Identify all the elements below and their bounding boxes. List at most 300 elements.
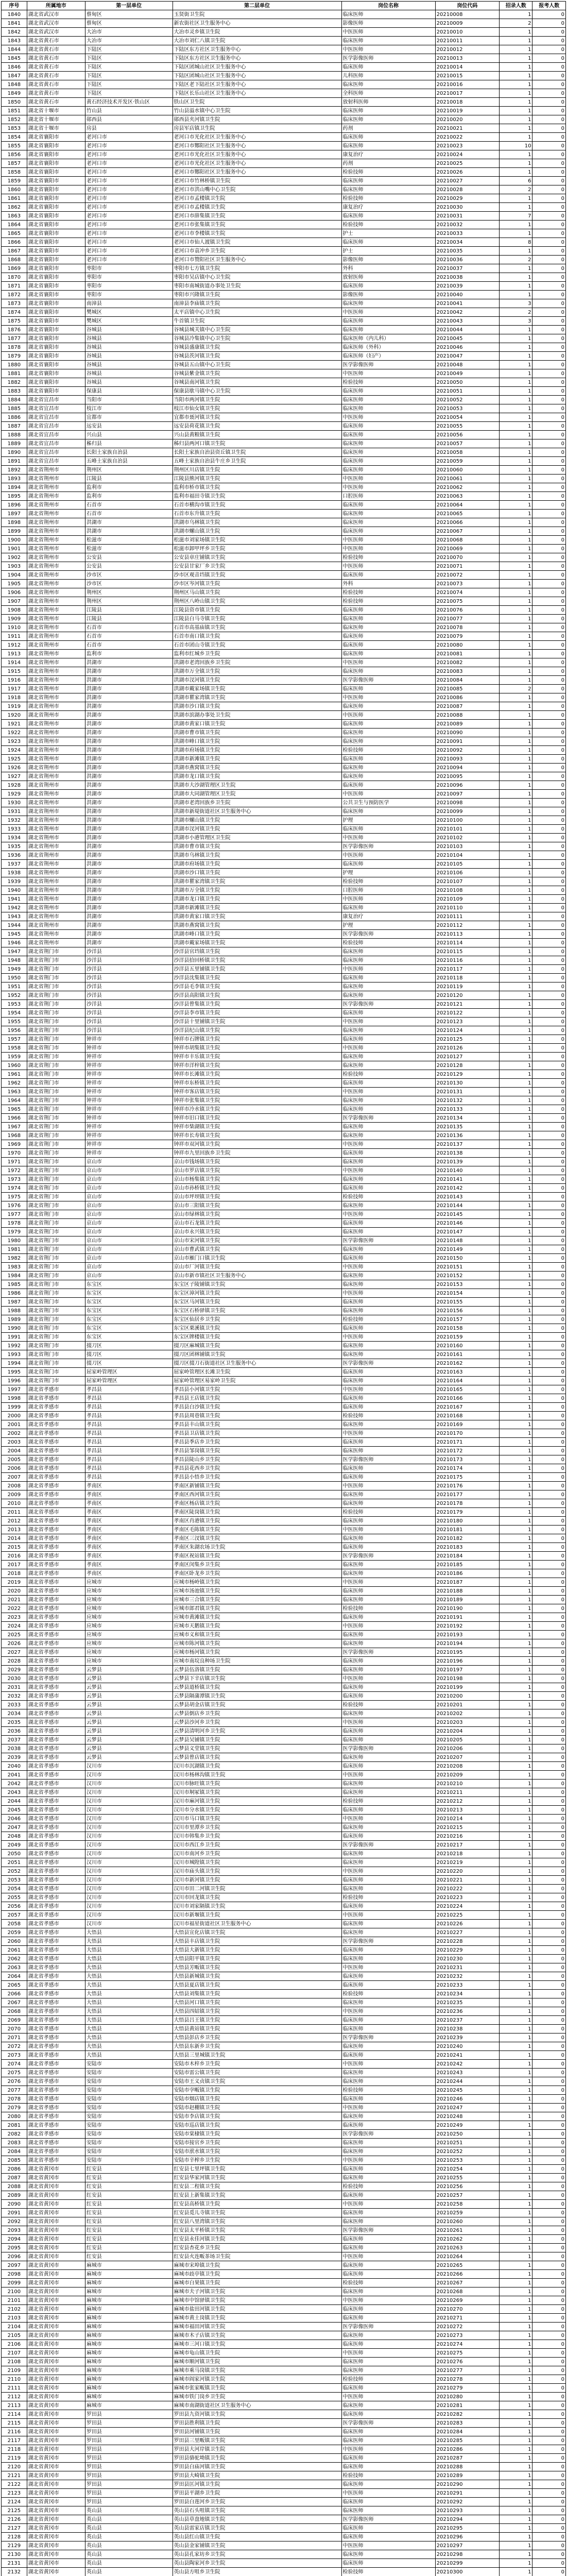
cell-unit2: 应城市汤池镇卫生院 bbox=[173, 1587, 341, 1596]
cell-seq: 1961 bbox=[2, 1070, 27, 1079]
cell-city: 湖北省孝感市 bbox=[27, 1473, 85, 1482]
cell-seq: 2028 bbox=[2, 1657, 27, 1666]
cell-quota: 1 bbox=[500, 1105, 532, 1114]
cell-code: 20210169 bbox=[435, 1420, 499, 1429]
cell-city: 湖北省孝感市 bbox=[27, 1788, 85, 1797]
cell-code: 20210269 bbox=[435, 2296, 499, 2305]
table-row bbox=[2, 1193, 566, 1201]
cell-unit1: 孝南区 bbox=[85, 1499, 173, 1508]
cell-quota: 1 bbox=[500, 1350, 532, 1359]
cell-code: 20210283 bbox=[435, 2419, 499, 2428]
cell-applicants: 0 bbox=[532, 431, 566, 439]
cell-applicants: 0 bbox=[532, 1517, 566, 1526]
cell-seq: 2091 bbox=[2, 2209, 27, 2217]
cell-position: 临床医师 bbox=[341, 326, 435, 334]
cell-position: 临床医师 bbox=[341, 1158, 435, 1166]
cell-seq: 1896 bbox=[2, 501, 27, 510]
cell-position: 中医医师 bbox=[341, 1815, 435, 1823]
cell-unit2: 红安县觅儿寺镇卫生院 bbox=[173, 2209, 341, 2217]
cell-position: 影像医师 bbox=[341, 19, 435, 28]
cell-applicants: 0 bbox=[532, 2147, 566, 2156]
cell-unit2: 长阳土家族自治县资丘镇卫生院 bbox=[173, 448, 341, 457]
cell-quota: 1 bbox=[500, 2305, 532, 2314]
cell-code: 20210296 bbox=[435, 2533, 499, 2541]
cell-position: 检验技师 bbox=[341, 1508, 435, 1517]
cell-quota: 1 bbox=[500, 1035, 532, 1044]
cell-quota: 1 bbox=[500, 387, 532, 396]
cell-unit2: 麻城市南湖街道社区卫生服务中心 bbox=[173, 2401, 341, 2410]
cell-city: 湖北省孝感市 bbox=[27, 2042, 85, 2051]
cell-applicants: 0 bbox=[532, 1744, 566, 1753]
cell-unit1: 应城市 bbox=[85, 1639, 173, 1648]
table-row bbox=[2, 991, 566, 1000]
cell-unit2: 红安县太平桥镇卫生院 bbox=[173, 2226, 341, 2235]
cell-applicants: 0 bbox=[532, 492, 566, 501]
table-row bbox=[2, 1578, 566, 1587]
cell-quota: 1 bbox=[500, 921, 532, 930]
cell-unit2: 安陆市李店镇卫生院 bbox=[173, 2112, 341, 2121]
cell-city: 湖北省孝感市 bbox=[27, 1727, 85, 1736]
cell-seq: 2120 bbox=[2, 2463, 27, 2471]
table-row bbox=[2, 676, 566, 685]
table-row bbox=[2, 1920, 566, 1928]
cell-unit2: 孝昌县周巷镇卫生院 bbox=[173, 1412, 341, 1420]
cell-code: 20210161 bbox=[435, 1350, 499, 1359]
cell-quota: 1 bbox=[500, 2086, 532, 2095]
cell-position: 临床医师（外科） bbox=[341, 343, 435, 352]
cell-quota: 1 bbox=[500, 2314, 532, 2323]
cell-applicants: 0 bbox=[532, 115, 566, 124]
cell-unit1: 麻城市 bbox=[85, 2331, 173, 2340]
cell-applicants: 0 bbox=[532, 2550, 566, 2559]
cell-unit2: 麻城市夫子河镇卫生院 bbox=[173, 2287, 341, 2296]
cell-applicants: 0 bbox=[532, 1928, 566, 1937]
cell-position: 医学影像医师 bbox=[341, 361, 435, 369]
cell-quota: 1 bbox=[500, 2025, 532, 2033]
cell-applicants: 0 bbox=[532, 1307, 566, 1315]
cell-seq: 2101 bbox=[2, 2296, 27, 2305]
cell-quota: 3 bbox=[500, 317, 532, 326]
cell-seq: 1873 bbox=[2, 299, 27, 308]
cell-quota: 1 bbox=[500, 1569, 532, 1578]
cell-unit1: 汉川市 bbox=[85, 1893, 173, 1902]
table-row bbox=[2, 807, 566, 816]
cell-applicants: 0 bbox=[532, 19, 566, 28]
cell-position: 中医医师 bbox=[341, 851, 435, 860]
cell-position: 放射科医师 bbox=[341, 98, 435, 107]
cell-city: 湖北省黄石市 bbox=[27, 54, 85, 63]
cell-code: 20210177 bbox=[435, 1490, 499, 1499]
cell-unit2: 江陵县熊河镇卫生院 bbox=[173, 474, 341, 483]
cell-code: 20210205 bbox=[435, 1736, 499, 1744]
cell-unit1: 红安县 bbox=[85, 2209, 173, 2217]
cell-applicants: 0 bbox=[532, 413, 566, 422]
cell-city: 湖北省黄冈市 bbox=[27, 2366, 85, 2375]
table-row bbox=[2, 2524, 566, 2533]
cell-position: 检验技师 bbox=[341, 1193, 435, 1201]
table-row bbox=[2, 483, 566, 492]
cell-position: 临床医师 bbox=[341, 1368, 435, 1377]
cell-applicants: 0 bbox=[532, 1499, 566, 1508]
cell-quota: 1 bbox=[500, 1464, 532, 1473]
cell-applicants: 0 bbox=[532, 256, 566, 264]
cell-seq: 1987 bbox=[2, 1298, 27, 1307]
cell-quota: 1 bbox=[500, 1876, 532, 1885]
cell-city: 湖北省荆门市 bbox=[27, 1377, 85, 1385]
cell-position: 临床医师 bbox=[341, 641, 435, 650]
cell-quota: 1 bbox=[500, 1736, 532, 1744]
col-header-seq: 序号 bbox=[2, 2, 27, 10]
table-row bbox=[2, 1131, 566, 1140]
cell-unit1: 红安县 bbox=[85, 2182, 173, 2191]
cell-applicants: 0 bbox=[532, 2349, 566, 2358]
cell-applicants: 0 bbox=[532, 1867, 566, 1876]
cell-code: 20210275 bbox=[435, 2349, 499, 2358]
cell-unit1: 江陵县 bbox=[85, 615, 173, 623]
cell-unit2: 沙洋县高阳镇卫生院 bbox=[173, 991, 341, 1000]
cell-city: 湖北省襄阳市 bbox=[27, 334, 85, 343]
cell-applicants: 0 bbox=[532, 2051, 566, 2060]
cell-code: 20210077 bbox=[435, 615, 499, 623]
cell-seq: 2056 bbox=[2, 1902, 27, 1911]
cell-code: 20210236 bbox=[435, 2007, 499, 2016]
cell-code: 20210042 bbox=[435, 308, 499, 317]
cell-seq: 2043 bbox=[2, 1788, 27, 1797]
cell-seq: 1919 bbox=[2, 702, 27, 711]
cell-applicants: 0 bbox=[532, 1578, 566, 1587]
cell-code: 20210209 bbox=[435, 1771, 499, 1780]
cell-applicants: 0 bbox=[532, 1280, 566, 1289]
cell-code: 20210102 bbox=[435, 834, 499, 842]
cell-position: 检验技师 bbox=[341, 553, 435, 562]
table-row bbox=[2, 588, 566, 597]
table-row bbox=[2, 658, 566, 667]
cell-unit2: 沙洋县五里铺镇卫生院 bbox=[173, 965, 341, 974]
cell-applicants: 0 bbox=[532, 1333, 566, 1342]
cell-seq: 2049 bbox=[2, 1841, 27, 1850]
cell-applicants: 0 bbox=[532, 448, 566, 457]
cell-city: 湖北省孝感市 bbox=[27, 1815, 85, 1823]
cell-unit2: 汉川市刘家隔镇卫生院 bbox=[173, 1902, 341, 1911]
cell-seq: 1885 bbox=[2, 404, 27, 413]
table-row bbox=[2, 1841, 566, 1850]
cell-code: 20210245 bbox=[435, 2086, 499, 2095]
cell-unit2: 秭归县两河口镇卫生院 bbox=[173, 439, 341, 448]
cell-city: 湖北省孝感市 bbox=[27, 1832, 85, 1841]
cell-code: 20210057 bbox=[435, 439, 499, 448]
cell-seq: 2097 bbox=[2, 2261, 27, 2270]
cell-applicants: 0 bbox=[532, 1254, 566, 1263]
table-row bbox=[2, 615, 566, 623]
cell-seq: 1894 bbox=[2, 483, 27, 492]
cell-city: 湖北省荆州市 bbox=[27, 545, 85, 553]
cell-applicants: 0 bbox=[532, 1902, 566, 1911]
table-row bbox=[2, 54, 566, 63]
cell-position: 临床医师 bbox=[341, 2165, 435, 2174]
cell-unit1: 大悟县 bbox=[85, 1998, 173, 2007]
cell-quota: 1 bbox=[500, 1920, 532, 1928]
positions-table bbox=[1, 1, 566, 2576]
cell-city: 湖北省荆门市 bbox=[27, 1140, 85, 1149]
cell-applicants: 0 bbox=[532, 2174, 566, 2182]
cell-applicants: 0 bbox=[532, 912, 566, 921]
cell-position: 中医医师 bbox=[341, 1482, 435, 1490]
cell-applicants: 0 bbox=[532, 80, 566, 89]
cell-city: 湖北省黄冈市 bbox=[27, 2261, 85, 2270]
cell-position: 临床医师 bbox=[341, 1596, 435, 1604]
cell-city: 湖北省荆门市 bbox=[27, 1018, 85, 1026]
cell-seq: 2090 bbox=[2, 2200, 27, 2209]
cell-applicants: 0 bbox=[532, 2498, 566, 2506]
cell-quota: 1 bbox=[500, 527, 532, 536]
cell-seq: 2081 bbox=[2, 2121, 27, 2130]
cell-unit2: 应城市陈河镇卫生院 bbox=[173, 1639, 341, 1648]
cell-seq: 2016 bbox=[2, 1552, 27, 1561]
cell-unit1: 洪湖市 bbox=[85, 851, 173, 860]
cell-position: 临床医师 bbox=[341, 2261, 435, 2270]
cell-applicants: 0 bbox=[532, 2252, 566, 2261]
cell-position: 康复治疗 bbox=[341, 150, 435, 159]
cell-applicants: 0 bbox=[532, 1350, 566, 1359]
cell-unit1: 孝南区 bbox=[85, 1561, 173, 1569]
cell-seq: 2074 bbox=[2, 2060, 27, 2069]
cell-unit2: 洪湖市老湾回族乡卫生院 bbox=[173, 658, 341, 667]
cell-unit1: 老河口市 bbox=[85, 168, 173, 177]
cell-unit2: 沙洋县拾回桥镇卫生院 bbox=[173, 956, 341, 965]
cell-unit2: 谷城县城关镇中心卫生院 bbox=[173, 326, 341, 334]
cell-unit2: 罗田县九资河镇卫生院 bbox=[173, 2410, 341, 2419]
table-row bbox=[2, 1639, 566, 1648]
cell-unit1: 应城市 bbox=[85, 1596, 173, 1604]
cell-unit2: 京山市孙桥镇卫生院 bbox=[173, 1184, 341, 1193]
cell-position: 检验技师 bbox=[341, 221, 435, 229]
cell-unit1: 沙洋县 bbox=[85, 1000, 173, 1009]
cell-unit2: 麻城市盐田河镇卫生院 bbox=[173, 2305, 341, 2314]
cell-unit2: 东宝区栗溪镇卫生院 bbox=[173, 1324, 341, 1333]
cell-quota: 1 bbox=[500, 1709, 532, 1718]
cell-city: 湖北省黄冈市 bbox=[27, 2358, 85, 2366]
cell-unit1: 谷城县 bbox=[85, 361, 173, 369]
cell-applicants: 0 bbox=[532, 501, 566, 510]
cell-code: 20210249 bbox=[435, 2121, 499, 2130]
cell-seq: 1884 bbox=[2, 396, 27, 404]
cell-unit1: 罗田县 bbox=[85, 2419, 173, 2428]
cell-code: 20210043 bbox=[435, 317, 499, 326]
cell-code: 20210016 bbox=[435, 80, 499, 89]
cell-code: 20210271 bbox=[435, 2314, 499, 2323]
table-row bbox=[2, 1210, 566, 1219]
cell-unit2: 沙洋县官垱镇卫生院 bbox=[173, 947, 341, 956]
cell-unit2: 洪湖市螺山镇卫生院 bbox=[173, 816, 341, 825]
cell-seq: 1925 bbox=[2, 755, 27, 764]
cell-unit1: 汉川市 bbox=[85, 1788, 173, 1797]
cell-city: 湖北省孝感市 bbox=[27, 1639, 85, 1648]
table-row bbox=[2, 1412, 566, 1420]
cell-seq: 2069 bbox=[2, 2016, 27, 2025]
cell-unit1: 安陆市 bbox=[85, 2069, 173, 2077]
table-row bbox=[2, 247, 566, 256]
cell-code: 20210224 bbox=[435, 1902, 499, 1911]
cell-quota: 1 bbox=[500, 693, 532, 702]
table-row bbox=[2, 1806, 566, 1815]
cell-quota: 1 bbox=[500, 1718, 532, 1727]
cell-unit2: 沙洋县李市镇卫生院 bbox=[173, 1009, 341, 1018]
cell-code: 20210260 bbox=[435, 2217, 499, 2226]
cell-unit1: 麻城市 bbox=[85, 2358, 173, 2366]
cell-position: 中医医师 bbox=[341, 413, 435, 422]
table-row bbox=[2, 1447, 566, 1455]
table-row bbox=[2, 1858, 566, 1867]
cell-unit1: 沙洋县 bbox=[85, 1009, 173, 1018]
cell-position: 医学影像医师 bbox=[341, 2419, 435, 2428]
cell-applicants: 0 bbox=[532, 2200, 566, 2209]
cell-unit1: 京山市 bbox=[85, 1193, 173, 1201]
cell-unit2: 钟祥市长寿镇卫生院 bbox=[173, 1131, 341, 1140]
table-row bbox=[2, 641, 566, 650]
cell-seq: 2035 bbox=[2, 1718, 27, 1727]
cell-unit2: 洪湖市万全镇卫生院 bbox=[173, 886, 341, 895]
cell-unit1: 英山县 bbox=[85, 2524, 173, 2533]
cell-quota: 1 bbox=[500, 1236, 532, 1245]
cell-applicants: 0 bbox=[532, 1613, 566, 1622]
cell-code: 20210022 bbox=[435, 133, 499, 142]
cell-seq: 1850 bbox=[2, 98, 27, 107]
cell-unit1: 洪湖市 bbox=[85, 904, 173, 912]
cell-code: 20210056 bbox=[435, 431, 499, 439]
cell-code: 20210234 bbox=[435, 1990, 499, 1998]
cell-unit1: 安陆市 bbox=[85, 2086, 173, 2095]
cell-city: 湖北省孝感市 bbox=[27, 1771, 85, 1780]
table-row bbox=[2, 1403, 566, 1412]
cell-position: 临床医师 bbox=[341, 282, 435, 291]
cell-applicants: 0 bbox=[532, 1403, 566, 1412]
cell-city: 湖北省孝感市 bbox=[27, 1823, 85, 1832]
cell-position: 临床医师 bbox=[341, 1850, 435, 1858]
cell-applicants: 0 bbox=[532, 711, 566, 720]
cell-quota: 1 bbox=[500, 2033, 532, 2042]
cell-quota: 1 bbox=[500, 1981, 532, 1990]
cell-unit1: 蔡甸区 bbox=[85, 19, 173, 28]
cell-quota: 1 bbox=[500, 107, 532, 115]
cell-position: 临床医师 bbox=[341, 825, 435, 834]
cell-position: 临床医师 bbox=[341, 1753, 435, 1762]
cell-code: 20210251 bbox=[435, 2139, 499, 2147]
cell-code: 20210140 bbox=[435, 1166, 499, 1175]
cell-unit1: 枝江市 bbox=[85, 404, 173, 413]
cell-seq: 2070 bbox=[2, 2025, 27, 2033]
cell-code: 20210280 bbox=[435, 2393, 499, 2401]
cell-position: 临床医师 bbox=[341, 904, 435, 912]
table-row bbox=[2, 133, 566, 142]
cell-code: 20210261 bbox=[435, 2226, 499, 2235]
cell-position: 临床医师 bbox=[341, 396, 435, 404]
cell-city: 湖北省荆州市 bbox=[27, 597, 85, 606]
cell-code: 20210106 bbox=[435, 869, 499, 877]
cell-position: 临床医师 bbox=[341, 737, 435, 746]
cell-quota: 1 bbox=[500, 1928, 532, 1937]
cell-position: 中医医师 bbox=[341, 2007, 435, 2016]
table-row bbox=[2, 2139, 566, 2147]
cell-applicants: 0 bbox=[532, 1272, 566, 1280]
table-row bbox=[2, 1368, 566, 1377]
cell-applicants: 0 bbox=[532, 2568, 566, 2576]
col-header-position: 岗位名称 bbox=[341, 2, 435, 10]
cell-city: 湖北省黄石市 bbox=[27, 72, 85, 80]
cell-quota: 1 bbox=[500, 1088, 532, 1096]
cell-seq: 2125 bbox=[2, 2506, 27, 2515]
table-row bbox=[2, 107, 566, 115]
cell-position: 临床医师 bbox=[341, 2533, 435, 2541]
cell-unit1: 孝昌县 bbox=[85, 1412, 173, 1420]
cell-position: 中医医师 bbox=[341, 1018, 435, 1026]
cell-applicants: 0 bbox=[532, 1657, 566, 1666]
cell-code: 20210074 bbox=[435, 588, 499, 597]
cell-unit2: 荆州区川店镇卫生院 bbox=[173, 466, 341, 474]
cell-unit2: 沙市区观音垱镇卫生院 bbox=[173, 571, 341, 580]
cell-seq: 2044 bbox=[2, 1797, 27, 1806]
cell-applicants: 0 bbox=[532, 1534, 566, 1543]
cell-quota: 1 bbox=[500, 1578, 532, 1587]
cell-city: 湖北省襄阳市 bbox=[27, 177, 85, 185]
cell-city: 湖北省荆州市 bbox=[27, 772, 85, 781]
table-row bbox=[2, 2217, 566, 2226]
table-row bbox=[2, 474, 566, 483]
cell-unit1: 秭归县 bbox=[85, 439, 173, 448]
cell-unit2: 汉川市杨林沟镇卫生院 bbox=[173, 1771, 341, 1780]
cell-seq: 1905 bbox=[2, 580, 27, 588]
cell-city: 湖北省黄冈市 bbox=[27, 2235, 85, 2244]
cell-code: 20210187 bbox=[435, 1578, 499, 1587]
cell-unit2: 孝昌县花西乡卫生院 bbox=[173, 1464, 341, 1473]
cell-position: 临床医师 bbox=[341, 1561, 435, 1569]
cell-unit2: 红安县永佳河镇卫生院 bbox=[173, 2235, 341, 2244]
cell-city: 湖北省襄阳市 bbox=[27, 194, 85, 203]
table-row bbox=[2, 1420, 566, 1429]
cell-seq: 2024 bbox=[2, 1622, 27, 1631]
cell-seq: 2036 bbox=[2, 1727, 27, 1736]
cell-unit2: 罗田县白庙河镇卫生院 bbox=[173, 2463, 341, 2471]
cell-city: 湖北省黄冈市 bbox=[27, 2401, 85, 2410]
cell-code: 20210121 bbox=[435, 1000, 499, 1009]
cell-applicants: 0 bbox=[532, 676, 566, 685]
cell-quota: 1 bbox=[500, 1053, 532, 1061]
cell-code: 20210111 bbox=[435, 912, 499, 921]
table-row bbox=[2, 1569, 566, 1578]
cell-code: 20210059 bbox=[435, 457, 499, 466]
cell-unit1: 下陆区 bbox=[85, 54, 173, 63]
cell-code: 20210114 bbox=[435, 939, 499, 947]
table-row bbox=[2, 877, 566, 886]
cell-position: 医学影像医师 bbox=[341, 1455, 435, 1464]
cell-unit1: 五峰土家族自治县 bbox=[85, 457, 173, 466]
cell-unit1: 老河口市 bbox=[85, 185, 173, 194]
table-row bbox=[2, 1219, 566, 1228]
cell-unit1: 洪湖市 bbox=[85, 816, 173, 825]
table-row bbox=[2, 1823, 566, 1832]
cell-code: 20210095 bbox=[435, 772, 499, 781]
table-row bbox=[2, 1587, 566, 1596]
table-row bbox=[2, 2559, 566, 2568]
cell-city: 湖北省孝感市 bbox=[27, 1850, 85, 1858]
cell-unit1: 大悟县 bbox=[85, 1946, 173, 1955]
cell-unit2: 英山县红山镇卫生院 bbox=[173, 2533, 341, 2541]
cell-unit1: 石首市 bbox=[85, 623, 173, 632]
cell-city: 湖北省黄冈市 bbox=[27, 2506, 85, 2515]
cell-city: 湖北省荆州市 bbox=[27, 571, 85, 580]
table-row bbox=[2, 772, 566, 781]
cell-applicants: 0 bbox=[532, 1666, 566, 1674]
cell-city: 湖北省荆州市 bbox=[27, 755, 85, 764]
